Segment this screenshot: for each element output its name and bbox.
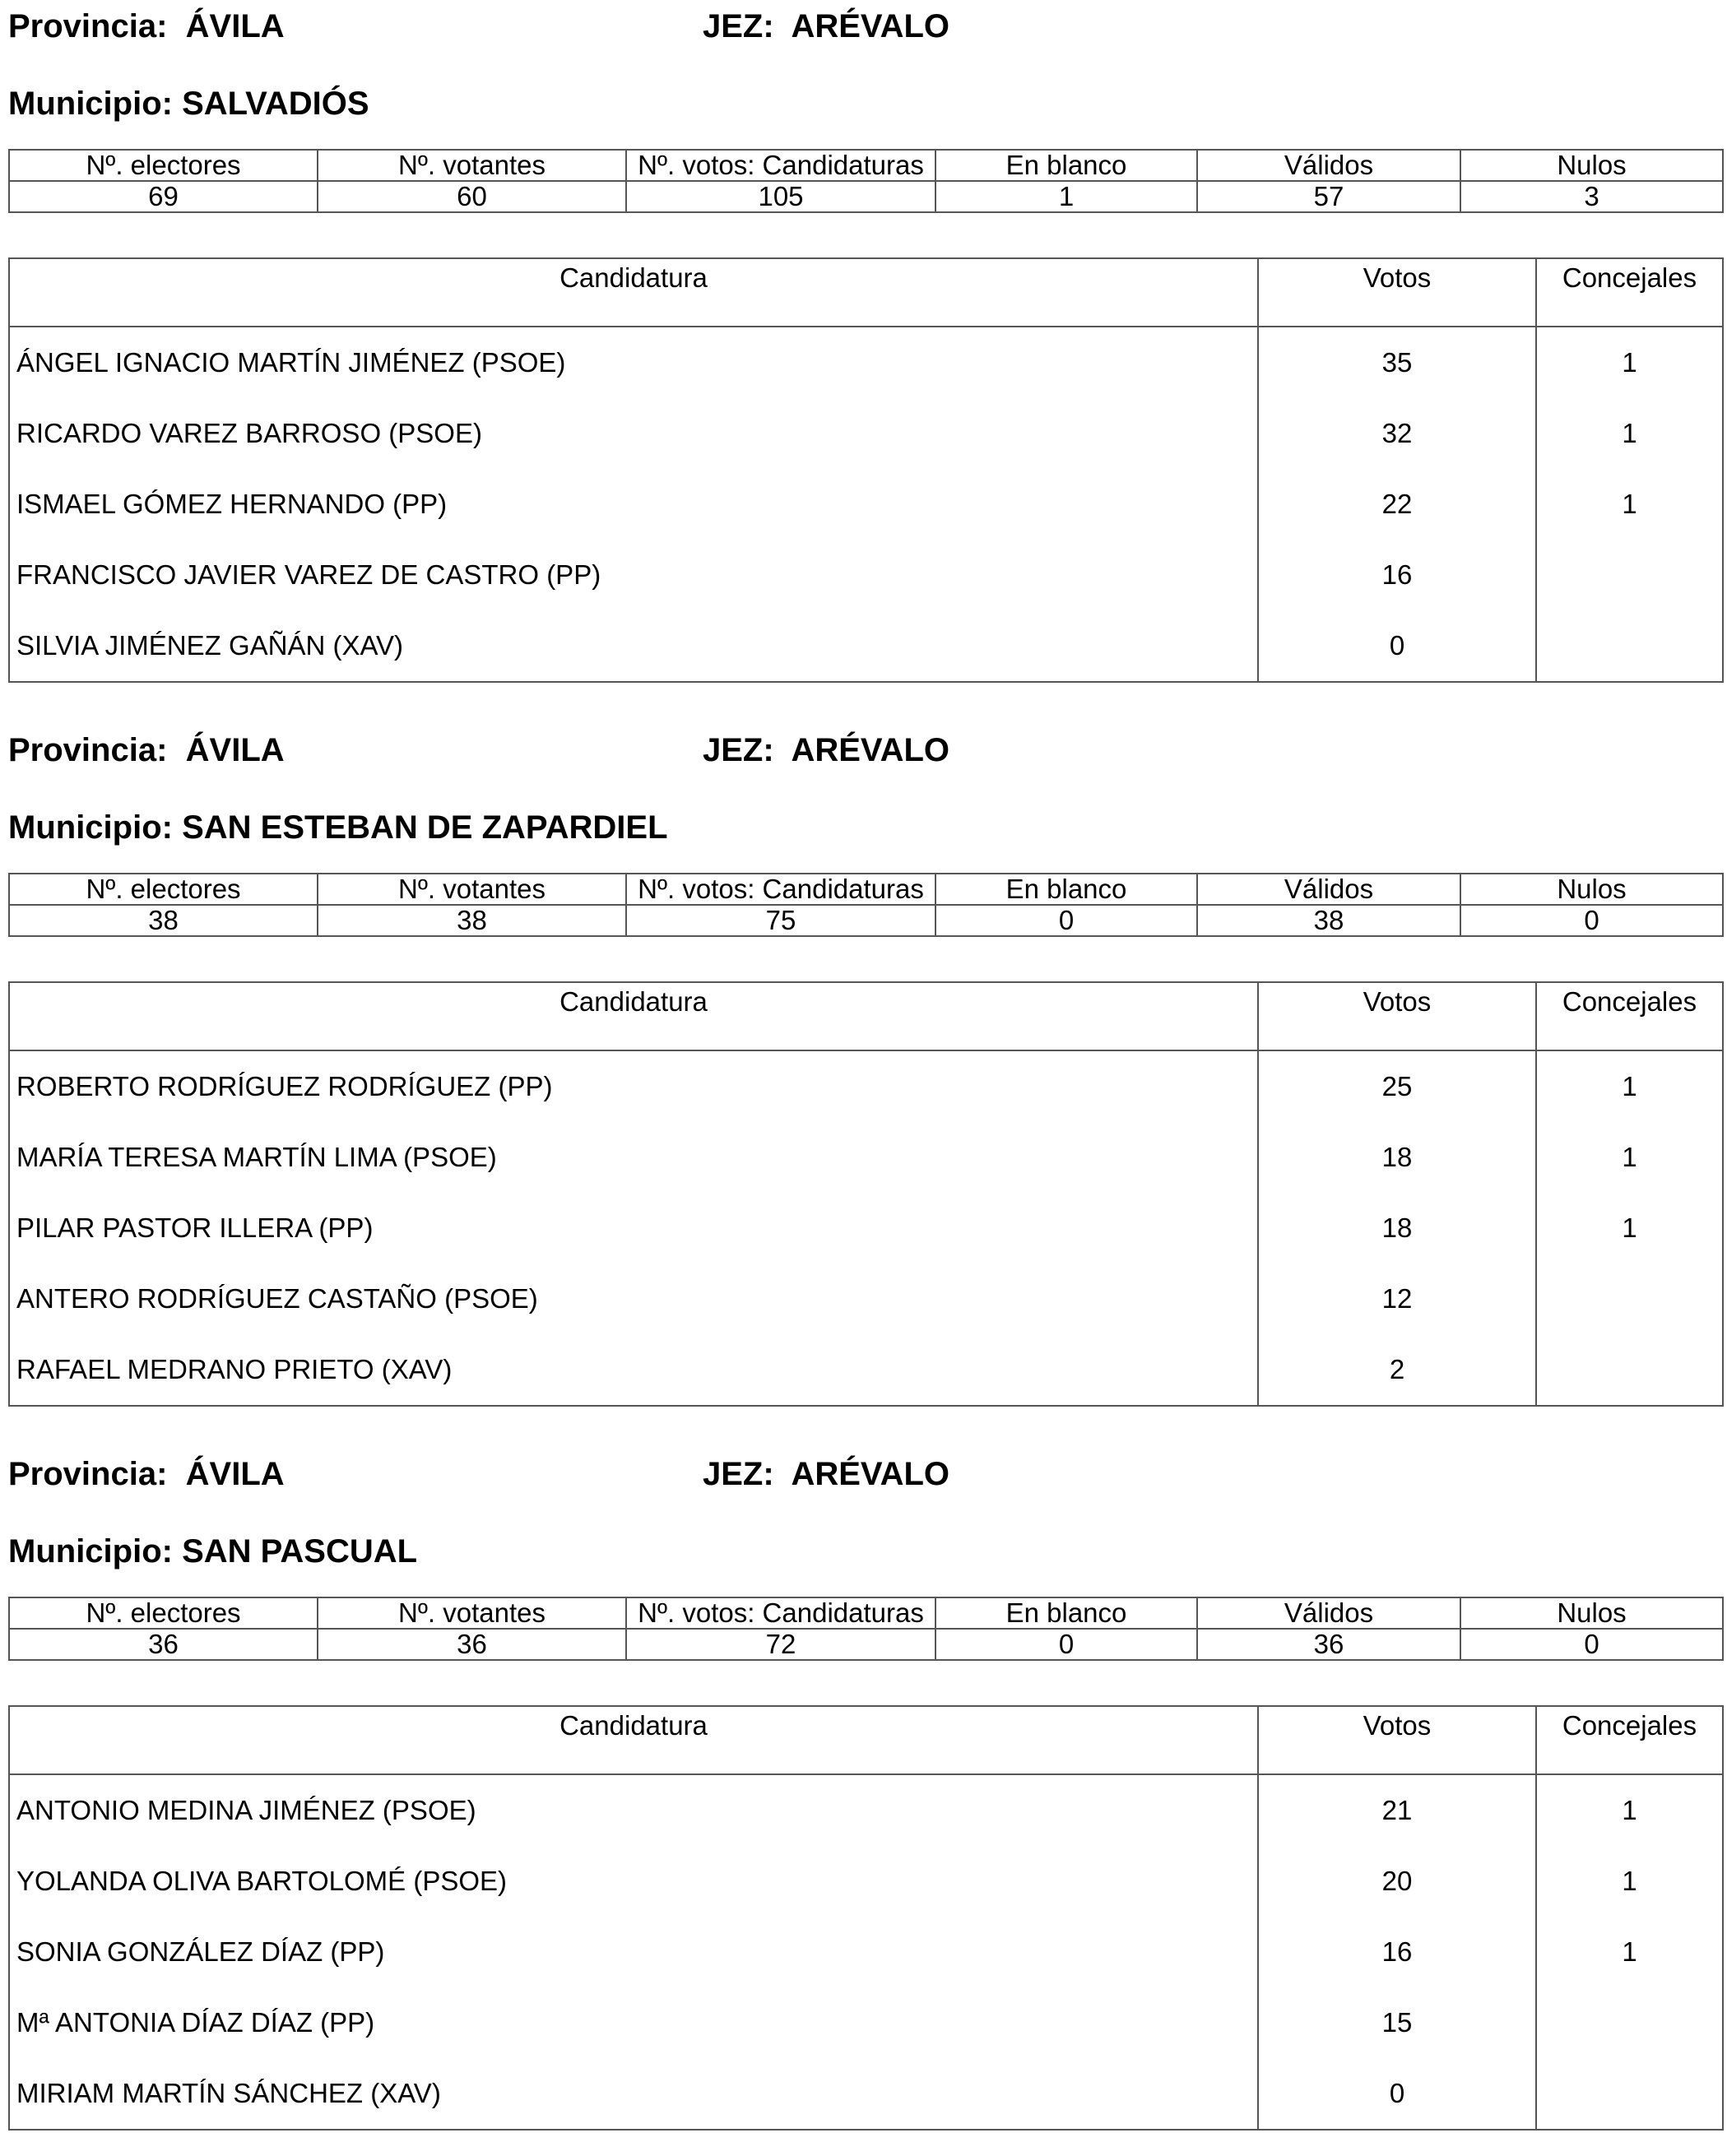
municipio-label: Municipio: bbox=[8, 86, 173, 122]
candidate-votos: 16 bbox=[1258, 540, 1536, 610]
candidate-row bbox=[9, 1917, 1723, 1987]
stats-header-electores: Nº. electores bbox=[9, 1597, 318, 1629]
stats-votantes: 36 bbox=[318, 1629, 626, 1660]
stats-validos: 36 bbox=[1197, 1629, 1460, 1660]
provincia-value: ÁVILA bbox=[185, 732, 285, 768]
stats-header-votos-candidaturas: Nº. votos: Candidaturas bbox=[626, 150, 935, 181]
candidate-votos: 18 bbox=[1258, 1122, 1536, 1193]
candidate-name: MARÍA TERESA MARTÍN LIMA (PSOE) bbox=[9, 1122, 1258, 1193]
stats-table bbox=[8, 873, 1724, 937]
candidate-concejales: 1 bbox=[1536, 469, 1723, 540]
candidate-votos: 18 bbox=[1258, 1193, 1536, 1263]
stats-value-row bbox=[9, 905, 1723, 936]
candidate-votos: 22 bbox=[1258, 469, 1536, 540]
candidate-concejales: 1 bbox=[1536, 1917, 1723, 1987]
candidate-row bbox=[9, 1193, 1723, 1263]
header-votos: Votos bbox=[1258, 1706, 1536, 1774]
candidates-header-row bbox=[9, 1706, 1723, 1774]
candidate-row bbox=[9, 1846, 1723, 1917]
stats-header-votantes: Nº. votantes bbox=[318, 1597, 626, 1629]
stats-header-votos-candidaturas: Nº. votos: Candidaturas bbox=[626, 1597, 935, 1629]
provincia-heading bbox=[8, 730, 285, 770]
stats-header-electores: Nº. electores bbox=[9, 874, 318, 905]
municipio-label: Municipio: bbox=[8, 809, 173, 846]
stats-header-validos: Válidos bbox=[1197, 874, 1460, 905]
candidate-row bbox=[9, 327, 1723, 398]
municipio-heading bbox=[8, 84, 369, 123]
provincia-label: Provincia: bbox=[8, 1456, 168, 1492]
candidate-votos: 15 bbox=[1258, 1987, 1536, 2058]
header-concejales: Concejales bbox=[1536, 982, 1723, 1050]
candidate-concejales bbox=[1536, 1987, 1723, 2058]
candidate-row bbox=[9, 398, 1723, 469]
candidate-row bbox=[9, 469, 1723, 540]
header-candidatura: Candidatura bbox=[9, 1706, 1258, 1774]
stats-validos: 38 bbox=[1197, 905, 1460, 936]
stats-header-validos: Válidos bbox=[1197, 1597, 1460, 1629]
candidate-name: ROBERTO RODRÍGUEZ RODRÍGUEZ (PP) bbox=[9, 1050, 1258, 1122]
header-votos: Votos bbox=[1258, 982, 1536, 1050]
stats-header-row bbox=[9, 1597, 1723, 1629]
candidate-concejales bbox=[1536, 2058, 1723, 2130]
jez-heading bbox=[703, 730, 949, 770]
stats-value-row bbox=[9, 1629, 1723, 1660]
provincia-value: ÁVILA bbox=[185, 8, 285, 44]
candidate-name: ANTERO RODRÍGUEZ CASTAÑO (PSOE) bbox=[9, 1263, 1258, 1334]
municipio-value: SALVADIÓS bbox=[182, 86, 369, 122]
municipio-heading bbox=[8, 1532, 417, 1571]
jez-label: JEZ: bbox=[703, 8, 774, 44]
stats-electores: 36 bbox=[9, 1629, 318, 1660]
candidate-concejales bbox=[1536, 1334, 1723, 1406]
stats-header-en-blanco: En blanco bbox=[935, 150, 1197, 181]
stats-header-electores: Nº. electores bbox=[9, 150, 318, 181]
candidate-votos: 20 bbox=[1258, 1846, 1536, 1917]
candidate-name: ÁNGEL IGNACIO MARTÍN JIMÉNEZ (PSOE) bbox=[9, 327, 1258, 398]
candidate-votos: 2 bbox=[1258, 1334, 1536, 1406]
stats-header-votos-candidaturas: Nº. votos: Candidaturas bbox=[626, 874, 935, 905]
stats-header-nulos: Nulos bbox=[1460, 1597, 1723, 1629]
stats-en-blanco: 0 bbox=[935, 1629, 1197, 1660]
candidate-name: YOLANDA OLIVA BARTOLOMÉ (PSOE) bbox=[9, 1846, 1258, 1917]
candidate-name: ISMAEL GÓMEZ HERNANDO (PP) bbox=[9, 469, 1258, 540]
jez-value: ARÉVALO bbox=[791, 1456, 950, 1492]
municipio-section bbox=[8, 0, 1722, 681]
stats-nulos: 3 bbox=[1460, 181, 1723, 212]
candidate-row bbox=[9, 610, 1723, 682]
municipio-value: SAN ESTEBAN DE ZAPARDIEL bbox=[182, 809, 668, 846]
candidate-concejales: 1 bbox=[1536, 327, 1723, 398]
candidate-concejales: 1 bbox=[1536, 1846, 1723, 1917]
candidate-row bbox=[9, 540, 1723, 610]
stats-electores: 69 bbox=[9, 181, 318, 212]
candidate-votos: 16 bbox=[1258, 1917, 1536, 1987]
candidate-name: PILAR PASTOR ILLERA (PP) bbox=[9, 1193, 1258, 1263]
provincia-label: Provincia: bbox=[8, 8, 168, 44]
stats-electores: 38 bbox=[9, 905, 318, 936]
stats-header-votantes: Nº. votantes bbox=[318, 150, 626, 181]
candidate-name: SONIA GONZÁLEZ DÍAZ (PP) bbox=[9, 1917, 1258, 1987]
candidate-name: FRANCISCO JAVIER VAREZ DE CASTRO (PP) bbox=[9, 540, 1258, 610]
header-concejales: Concejales bbox=[1536, 258, 1723, 327]
stats-table bbox=[8, 149, 1724, 213]
candidate-votos: 35 bbox=[1258, 327, 1536, 398]
jez-label: JEZ: bbox=[703, 1456, 774, 1492]
header-votos: Votos bbox=[1258, 258, 1536, 327]
candidates-table bbox=[8, 257, 1724, 683]
jez-value: ARÉVALO bbox=[791, 8, 950, 44]
stats-table bbox=[8, 1597, 1724, 1661]
candidate-row bbox=[9, 1987, 1723, 2058]
provincia-heading bbox=[8, 7, 285, 46]
candidate-votos: 0 bbox=[1258, 2058, 1536, 2130]
stats-votos-candidaturas: 75 bbox=[626, 905, 935, 936]
jez-heading bbox=[703, 1454, 949, 1494]
stats-nulos: 0 bbox=[1460, 1629, 1723, 1660]
stats-header-nulos: Nulos bbox=[1460, 150, 1723, 181]
stats-value-row bbox=[9, 181, 1723, 212]
candidate-name: MIRIAM MARTÍN SÁNCHEZ (XAV) bbox=[9, 2058, 1258, 2130]
municipio-section bbox=[8, 1448, 1722, 2129]
stats-header-row bbox=[9, 874, 1723, 905]
candidate-row bbox=[9, 1122, 1723, 1193]
candidate-row bbox=[9, 1774, 1723, 1846]
candidate-name: RICARDO VAREZ BARROSO (PSOE) bbox=[9, 398, 1258, 469]
candidate-votos: 21 bbox=[1258, 1774, 1536, 1846]
candidate-name: RAFAEL MEDRANO PRIETO (XAV) bbox=[9, 1334, 1258, 1406]
candidate-concejales bbox=[1536, 1263, 1723, 1334]
candidate-votos: 32 bbox=[1258, 398, 1536, 469]
stats-votantes: 60 bbox=[318, 181, 626, 212]
municipio-heading bbox=[8, 808, 668, 847]
municipio-section bbox=[8, 724, 1722, 1405]
provincia-value: ÁVILA bbox=[185, 1456, 285, 1492]
candidate-name: ANTONIO MEDINA JIMÉNEZ (PSOE) bbox=[9, 1774, 1258, 1846]
stats-header-row bbox=[9, 150, 1723, 181]
stats-en-blanco: 0 bbox=[935, 905, 1197, 936]
stats-validos: 57 bbox=[1197, 181, 1460, 212]
candidate-votos: 0 bbox=[1258, 610, 1536, 682]
candidate-name: Mª ANTONIA DÍAZ DÍAZ (PP) bbox=[9, 1987, 1258, 2058]
stats-votos-candidaturas: 72 bbox=[626, 1629, 935, 1660]
candidates-header-row bbox=[9, 258, 1723, 327]
candidate-votos: 25 bbox=[1258, 1050, 1536, 1122]
stats-header-votantes: Nº. votantes bbox=[318, 874, 626, 905]
header-candidatura: Candidatura bbox=[9, 258, 1258, 327]
candidate-concejales: 1 bbox=[1536, 1122, 1723, 1193]
stats-nulos: 0 bbox=[1460, 905, 1723, 936]
candidate-row bbox=[9, 2058, 1723, 2130]
candidate-row bbox=[9, 1050, 1723, 1122]
stats-votantes: 38 bbox=[318, 905, 626, 936]
candidates-header-row bbox=[9, 982, 1723, 1050]
jez-label: JEZ: bbox=[703, 732, 774, 768]
jez-heading bbox=[703, 7, 949, 46]
jez-value: ARÉVALO bbox=[791, 732, 950, 768]
header-candidatura: Candidatura bbox=[9, 982, 1258, 1050]
municipio-label: Municipio: bbox=[8, 1533, 173, 1569]
provincia-heading bbox=[8, 1454, 285, 1494]
provincia-label: Provincia: bbox=[8, 732, 168, 768]
header-concejales: Concejales bbox=[1536, 1706, 1723, 1774]
stats-header-nulos: Nulos bbox=[1460, 874, 1723, 905]
candidate-votos: 12 bbox=[1258, 1263, 1536, 1334]
municipio-value: SAN PASCUAL bbox=[182, 1533, 418, 1569]
candidate-row bbox=[9, 1263, 1723, 1334]
candidate-concejales bbox=[1536, 540, 1723, 610]
candidate-name: SILVIA JIMÉNEZ GAÑÁN (XAV) bbox=[9, 610, 1258, 682]
candidates-table bbox=[8, 981, 1724, 1407]
candidates-table bbox=[8, 1705, 1724, 2130]
stats-header-en-blanco: En blanco bbox=[935, 874, 1197, 905]
stats-header-validos: Válidos bbox=[1197, 150, 1460, 181]
stats-header-en-blanco: En blanco bbox=[935, 1597, 1197, 1629]
candidate-concejales: 1 bbox=[1536, 398, 1723, 469]
candidate-concejales: 1 bbox=[1536, 1774, 1723, 1846]
candidate-concejales: 1 bbox=[1536, 1193, 1723, 1263]
stats-votos-candidaturas: 105 bbox=[626, 181, 935, 212]
candidate-row bbox=[9, 1334, 1723, 1406]
candidate-concejales bbox=[1536, 610, 1723, 682]
stats-en-blanco: 1 bbox=[935, 181, 1197, 212]
candidate-concejales: 1 bbox=[1536, 1050, 1723, 1122]
